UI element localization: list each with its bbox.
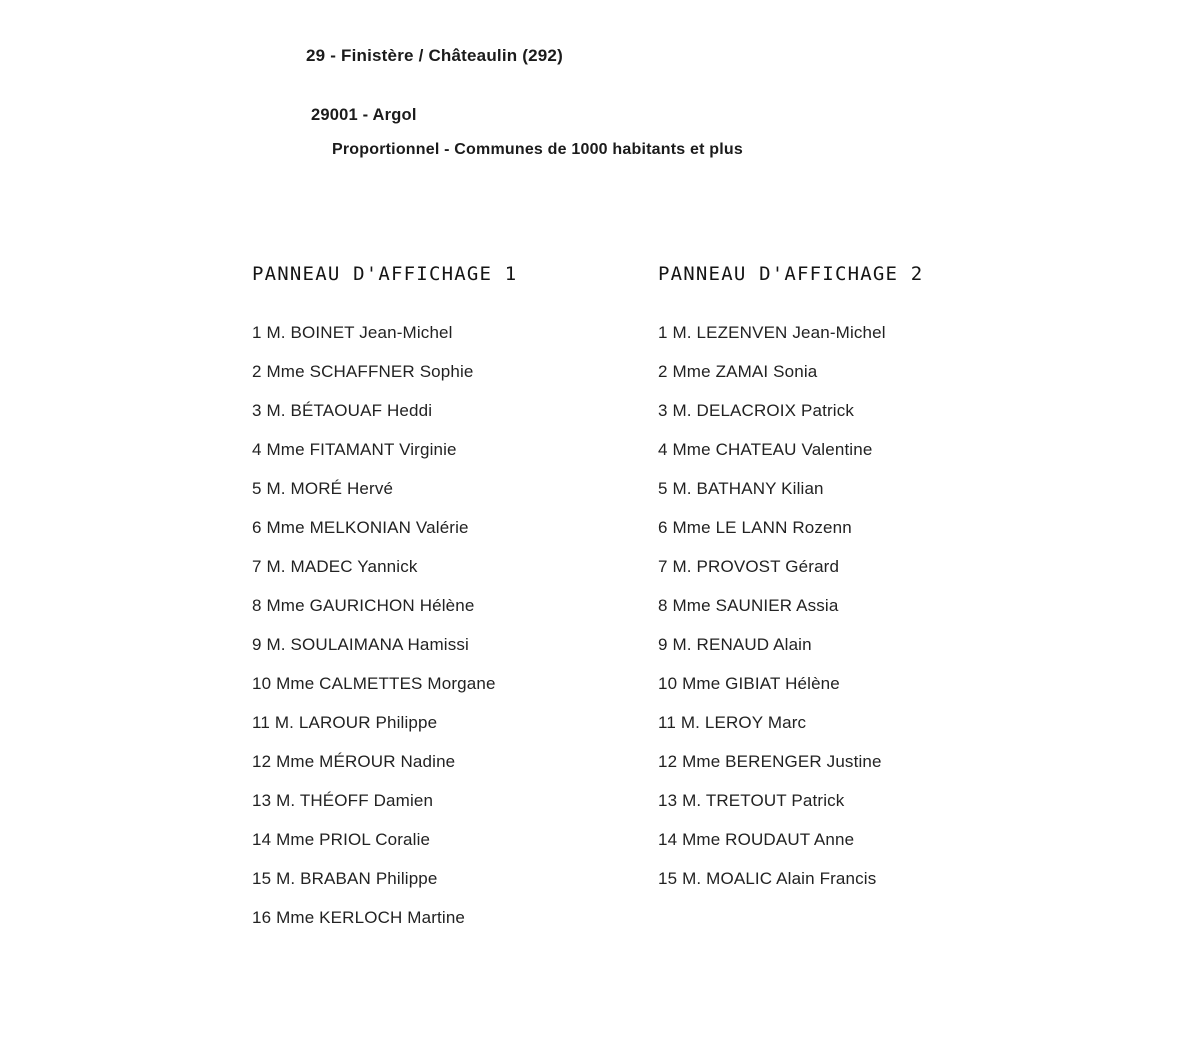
- candidate-row: 4 Mme FITAMANT Virginie: [252, 439, 457, 459]
- candidate-row: 1 M. LEZENVEN Jean-Michel: [658, 322, 886, 342]
- candidate-row: 2 Mme SCHAFFNER Sophie: [252, 361, 474, 381]
- candidate-row: 8 Mme SAUNIER Assia: [658, 595, 839, 615]
- candidate-row: 1 M. BOINET Jean-Michel: [252, 322, 453, 342]
- department-heading: 29 - Finistère / Châteaulin (292): [306, 46, 563, 65]
- candidate-row: 9 M. SOULAIMANA Hamissi: [252, 634, 469, 654]
- panel-2-candidate-list: [658, 313, 1058, 898]
- candidate-row: 7 M. MADEC Yannick: [252, 556, 418, 576]
- candidate-row: 11 M. LAROUR Philippe: [252, 712, 438, 732]
- candidate-row: 10 Mme GIBIAT Hélène: [658, 673, 840, 693]
- candidate-row: 7 M. PROVOST Gérard: [658, 556, 840, 576]
- candidate-row: 14 Mme ROUDAUT Anne: [658, 829, 855, 849]
- candidate-row: 16 Mme KERLOCH Martine: [252, 907, 466, 927]
- candidate-row: 15 M. MOALIC Alain Francis: [658, 868, 877, 888]
- candidate-row: 6 Mme LE LANN Rozenn: [658, 517, 852, 537]
- panel-affichage-1: [252, 263, 652, 937]
- candidate-row: 3 M. BÉTAOUAF Heddi: [252, 400, 433, 420]
- candidate-row: 4 Mme CHATEAU Valentine: [658, 439, 873, 459]
- panel-1-candidate-list: [252, 313, 652, 937]
- candidate-row: 11 M. LEROY Marc: [658, 712, 807, 732]
- panel-1-title: PANNEAU D'AFFICHAGE 1: [252, 263, 518, 285]
- candidate-row: 5 M. BATHANY Kilian: [658, 478, 824, 498]
- voting-mode-heading: Proportionnel - Communes de 1000 habitants et plus: [332, 141, 743, 158]
- candidate-row: 13 M. TRETOUT Patrick: [658, 790, 845, 810]
- panel-2-title: PANNEAU D'AFFICHAGE 2: [658, 263, 924, 285]
- candidate-row: 9 M. RENAUD Alain: [658, 634, 812, 654]
- candidate-row: 6 Mme MELKONIAN Valérie: [252, 517, 469, 537]
- candidate-row: 15 M. BRABAN Philippe: [252, 868, 438, 888]
- candidate-row: 13 M. THÉOFF Damien: [252, 790, 434, 810]
- candidate-row: 2 Mme ZAMAI Sonia: [658, 361, 818, 381]
- commune-heading: 29001 - Argol: [311, 106, 417, 124]
- candidate-row: 8 Mme GAURICHON Hélène: [252, 595, 475, 615]
- candidate-row: 3 M. DELACROIX Patrick: [658, 400, 855, 420]
- candidate-row: 14 Mme PRIOL Coralie: [252, 829, 431, 849]
- candidate-row: 12 Mme BERENGER Justine: [658, 751, 882, 771]
- candidate-row: 5 M. MORÉ Hervé: [252, 478, 394, 498]
- candidate-row: 12 Mme MÉROUR Nadine: [252, 751, 456, 771]
- candidate-row: 10 Mme CALMETTES Morgane: [252, 673, 496, 693]
- panel-affichage-2: [658, 263, 1058, 898]
